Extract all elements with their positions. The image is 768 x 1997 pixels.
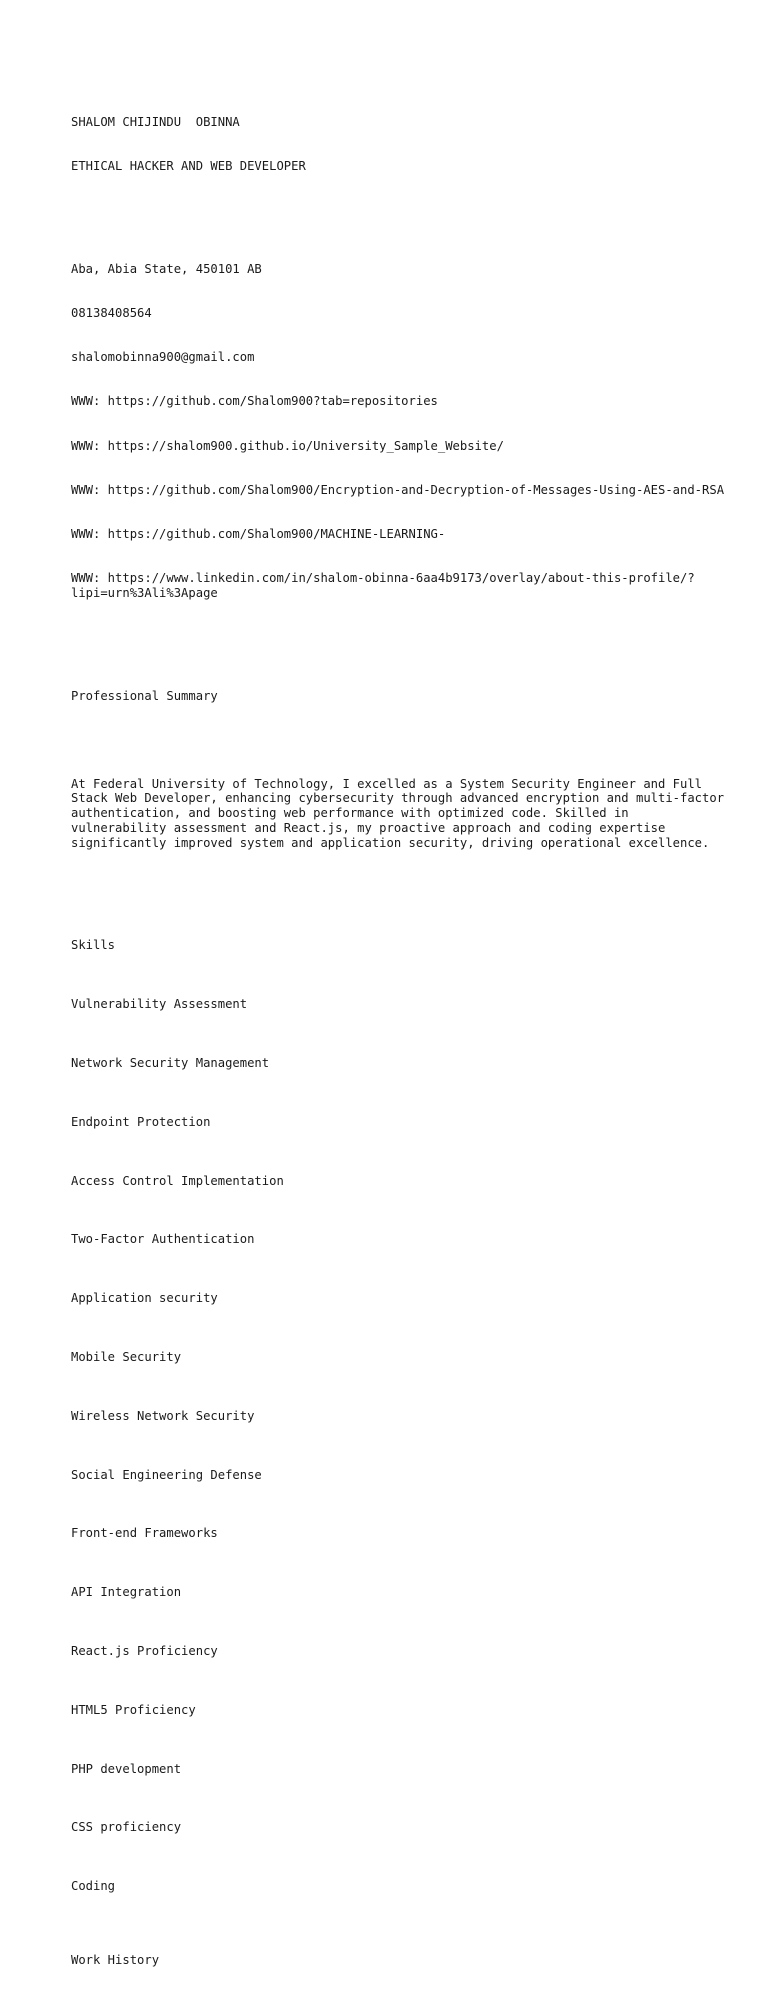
spacer [71, 733, 731, 748]
summary-text: At Federal University of Technology, I excelled as a System Security Engineer and Full Stack Web Developer, enhancing cybersecurity through advanced encryption and multi-factor authentication, and boosting web performance with optimized code. Skilled in vulnerability assessment and React.js, my proactive approach and coding expertise significantly improved system and application security, driving operational excellence. [71, 776, 732, 850]
skill-item: API Integration [71, 1585, 182, 1600]
work-history-heading: Work History [71, 1952, 160, 1967]
skill-item: Two-Factor Authentication [71, 1232, 255, 1247]
candidate-name: SHALOM CHIJINDU OBINNA [71, 115, 240, 130]
contact-address: Aba, Abia State, 450101 AB [71, 262, 262, 277]
contact-link-github-repos: WWW: https://github.com/Shalom900?tab=repositories [71, 394, 438, 409]
skill-item: PHP development [71, 1761, 182, 1776]
contact-link-ml-repo: WWW: https://github.com/Shalom900/MACHINE-LEARNING- [71, 526, 446, 541]
skill-item: Wireless Network Security [71, 1408, 255, 1423]
contact-link-linkedin: WWW: https://www.linkedin.com/in/shalom-obinna-6aa4b9173/overlay/about-this-profile/?lipi=urn%3Ali%3Apage [71, 570, 695, 600]
skill-item: Access Control Implementation [71, 1173, 284, 1188]
skill-item: HTML5 Proficiency [71, 1702, 196, 1717]
contact-link-university-site: WWW: https://shalom900.github.io/University_Sample_Website/ [71, 438, 504, 453]
skill-item: Network Security Management [71, 1056, 270, 1071]
spacer [71, 203, 731, 218]
skill-item: Mobile Security [71, 1350, 182, 1364]
skills-heading: Skills [71, 938, 116, 953]
spacer [71, 630, 731, 645]
skill-item: Application security [71, 1291, 218, 1306]
contact-phone: 08138408564 [71, 306, 152, 321]
skill-item: Endpoint Protection [71, 1114, 211, 1129]
skill-item: Social Engineering Defense [71, 1467, 262, 1482]
skill-item: CSS proficiency [71, 1820, 182, 1835]
resume-document [71, 71, 731, 1997]
skill-item: Vulnerability Assessment [71, 997, 248, 1012]
candidate-title: ETHICAL HACKER AND WEB DEVELOPER [71, 159, 306, 174]
skill-item: Front-end Frameworks [71, 1526, 218, 1541]
skill-item: React.js Proficiency [71, 1643, 218, 1658]
summary-heading: Professional Summary [71, 688, 218, 703]
contact-link-encryption-repo: WWW: https://github.com/Shalom900/Encryption-and-Decryption-of-Messages-Using-AES-and-RSA [71, 482, 725, 497]
skill-item: Coding [71, 1879, 116, 1894]
spacer [71, 880, 731, 895]
contact-email: shalomobinna900@gmail.com [71, 350, 255, 365]
